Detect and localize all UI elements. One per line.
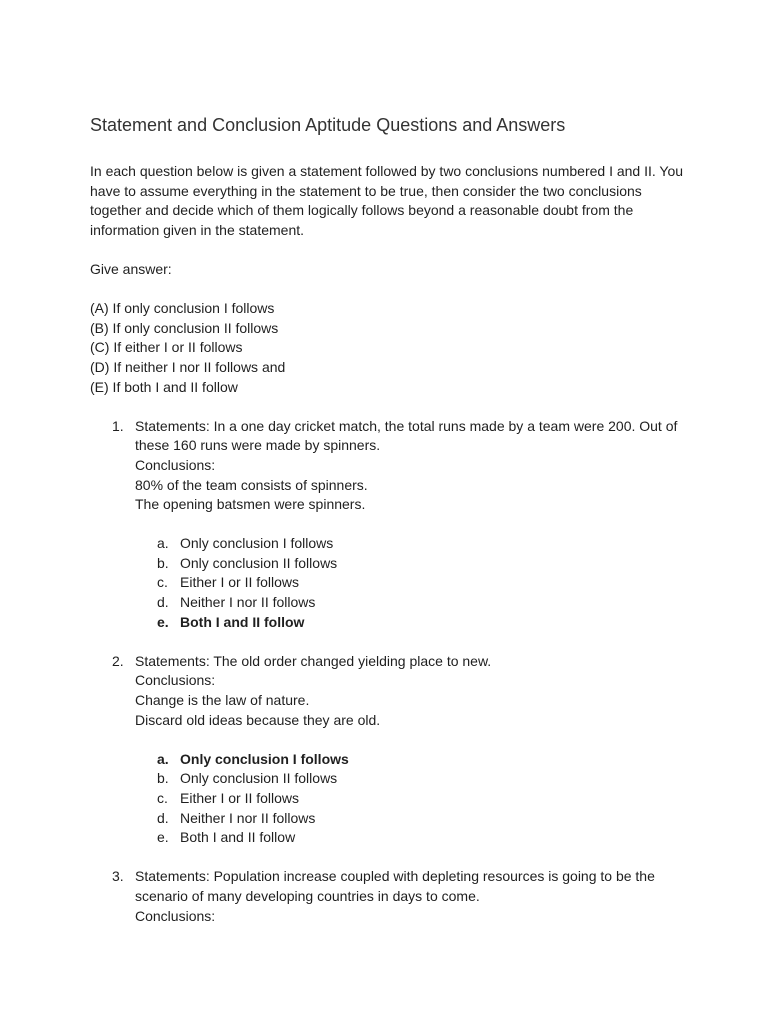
- answer-choice: [157, 534, 690, 554]
- choice-letter: c.: [157, 790, 168, 806]
- answer-option: (A) If only conclusion I follows: [90, 300, 275, 317]
- choice-letter: e.: [157, 613, 169, 630]
- choice-text: Only conclusion I follows: [180, 535, 334, 552]
- answer-options-list: [90, 299, 690, 397]
- question-statement: Statements: The old order changed yielding place to new.: [135, 652, 492, 669]
- question-2: [90, 652, 690, 868]
- document-body: [90, 162, 690, 926]
- correct-answer-choice: [157, 750, 690, 770]
- choice-text: Neither I nor II follows: [180, 594, 316, 611]
- question-number: 3.: [112, 868, 124, 885]
- answer-choice: [157, 769, 690, 789]
- question-3: [90, 867, 690, 926]
- questions-list: [90, 417, 690, 926]
- conclusions-label: Conclusions:: [135, 672, 216, 689]
- question-number: 2.: [112, 652, 124, 669]
- choice-letter: b.: [157, 554, 169, 571]
- choice-text: Both I and II follow: [180, 829, 296, 846]
- answer-option: (E) If both I and II follow: [90, 378, 238, 395]
- choice-letter: d.: [157, 594, 169, 611]
- answer-choice: [157, 593, 690, 613]
- conclusions-label: Conclusions:: [135, 456, 216, 473]
- page-title: Statement and Conclusion Aptitude Questions and Answers: [90, 115, 566, 135]
- question-statement: Statements: In a one day cricket match, the total runs made by a team were 200. Out of these 160 runs were made by spinners.: [135, 417, 678, 454]
- choice-letter: c.: [157, 574, 168, 591]
- choice-text: Only conclusion II follows: [180, 554, 338, 571]
- choice-letter: e.: [157, 829, 169, 846]
- choice-letter: d.: [157, 809, 169, 826]
- choice-text: Only conclusion I follows: [180, 750, 349, 767]
- question-statement: Statements: Population increase coupled with depleting resources is going to be the scenario of many developing countries in days to come.: [135, 868, 655, 904]
- choice-text: Both I and II follow: [180, 613, 305, 630]
- intro-paragraph: In each question below is given a statement followed by two conclusions numbered I and II. You have to assume everything in the statement to be true, then consider the two conclusions together and decide which of them logically follows beyond a reasonable doubt from the information given in the statement.: [90, 163, 684, 238]
- choice-letter: b.: [157, 770, 169, 787]
- conclusion-2: Discard old ideas because they are old.: [135, 711, 381, 728]
- answer-option: (B) If only conclusion II follows: [90, 319, 279, 336]
- answer-choice: [157, 554, 690, 574]
- choice-letter: a.: [157, 535, 169, 552]
- choice-letter: a.: [157, 750, 169, 767]
- question-number: 1.: [112, 417, 124, 434]
- choice-text: Either I or II follows: [180, 790, 300, 806]
- question-1: [90, 417, 690, 652]
- choice-list: [135, 750, 690, 848]
- answer-choice: [157, 828, 690, 848]
- choice-text: Only conclusion II follows: [180, 770, 338, 787]
- give-answer-label: Give answer:: [90, 260, 172, 277]
- answer-choice: [157, 789, 690, 809]
- conclusion-1: 80% of the team consists of spinners.: [135, 476, 368, 493]
- correct-answer-choice: [157, 613, 690, 633]
- answer-option: (D) If neither I nor II follows and: [90, 358, 286, 375]
- choice-text: Either I or II follows: [180, 574, 300, 591]
- choice-text: Neither I nor II follows: [180, 809, 316, 826]
- answer-choice: [157, 573, 690, 593]
- answer-choice: [157, 809, 690, 829]
- conclusions-label: Conclusions:: [135, 907, 216, 924]
- conclusion-2: The opening batsmen were spinners.: [135, 496, 366, 513]
- choice-list: [135, 534, 690, 632]
- answer-option: (C) If either I or II follows: [90, 339, 243, 356]
- conclusion-1: Change is the law of nature.: [135, 692, 310, 709]
